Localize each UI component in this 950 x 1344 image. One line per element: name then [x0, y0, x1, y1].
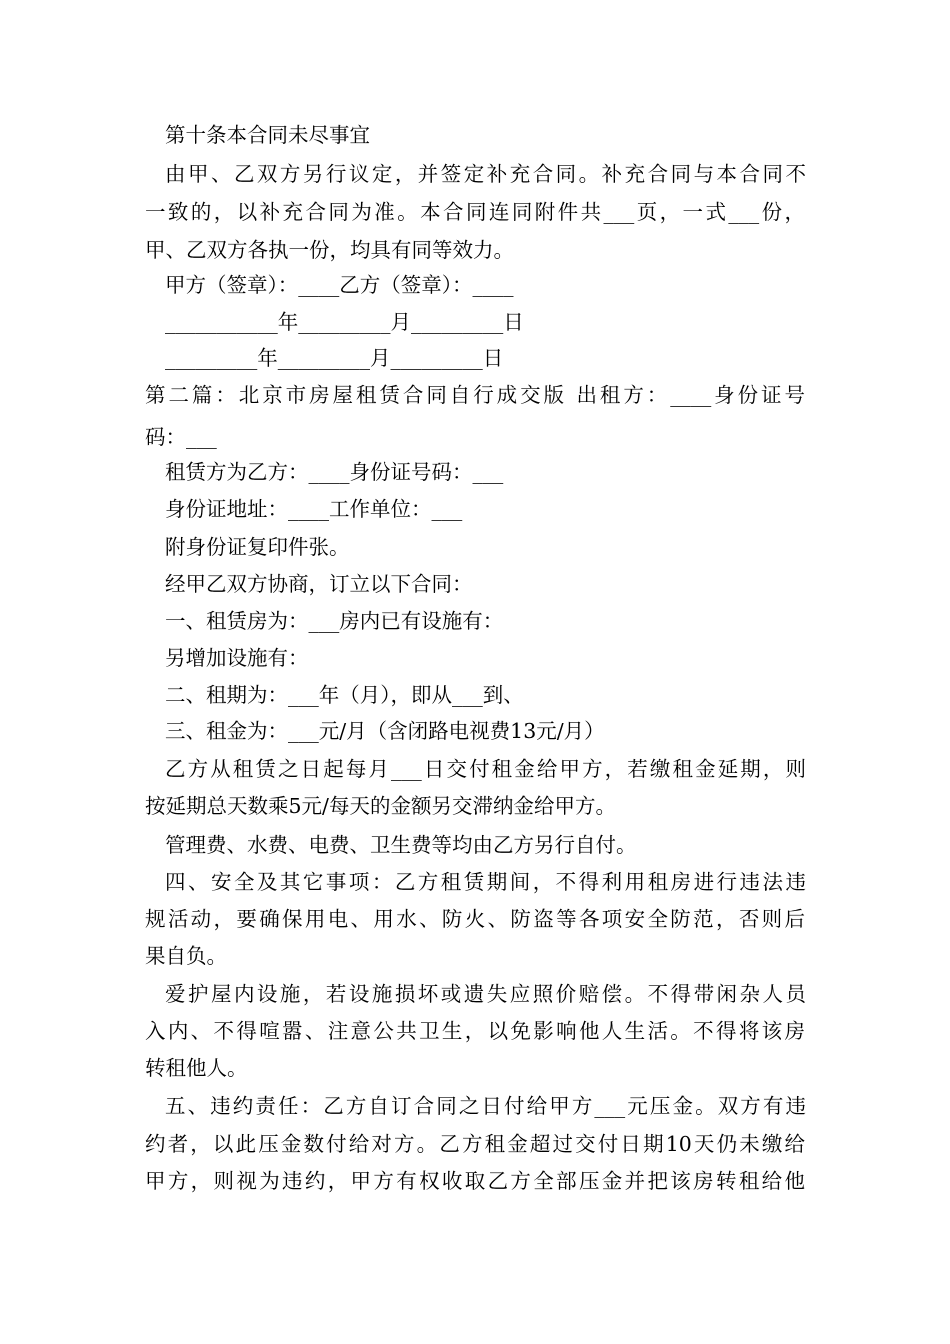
paragraph-line: 按延期总天数乘5元/每天的金额另交滞纳金给甲方。: [145, 794, 616, 818]
paragraph-line: 甲方，则视为违约，甲方有权收取乙方全部压金并把该房转租给他: [145, 1169, 805, 1193]
clause-one: 一、租赁房为：___房内已有设施有：: [165, 609, 504, 633]
paragraph-line: 约者，以此压金数付给对方。乙方租金超过交付日期10天仍未缴给: [145, 1132, 805, 1156]
paragraph-line: 一致的，以补充合同为准。本合同连同附件共___页，一式___份，: [145, 200, 805, 224]
tenant-line: 租赁方为乙方：____身份证号码：___: [165, 460, 504, 484]
paragraph-line: 爱护屋内设施，若设施损坏或遗失应照价赔偿。不得带闲杂人员: [165, 982, 806, 1006]
paragraph-line: 转租他人。: [145, 1056, 248, 1080]
paragraph-line: 规活动，要确保用电、用水、防火、防盗等各项安全防范，否则后: [145, 907, 805, 931]
article-ten-heading: 第十条本合同未尽事宜: [165, 123, 370, 147]
paragraph-line: 经甲乙双方协商，订立以下合同：: [165, 572, 473, 596]
paragraph-line: 入内、不得喧嚣、注意公共卫生，以免影响他人生活。不得将该房: [145, 1019, 805, 1043]
clause-three: 三、租金为：___元/月（含闭路电视费13元/月）: [165, 719, 605, 743]
paragraph-line: 果自负。: [145, 944, 227, 968]
paragraph-line: 甲、乙双方各执一份，均具有同等效力。: [145, 238, 514, 262]
clause-two: 二、租期为：___年（月），即从___到、: [165, 683, 524, 707]
address-line: 身份证地址：____工作单位：___: [165, 497, 463, 521]
paragraph-line: 乙方从租赁之日起每月___日交付租金给甲方，若缴租金延期，则: [165, 757, 806, 781]
clause-four: 四、安全及其它事项：乙方租赁期间，不得利用租房进行违法违: [165, 870, 806, 894]
part-two-heading: 第二篇：北京市房屋租赁合同自行成交版 出租方：____身份证号: [145, 383, 805, 407]
date-line: ___________年_________月_________日: [165, 310, 524, 334]
paragraph-line: 码：___: [145, 425, 217, 449]
paragraph-line: 管理费、水费、电费、卫生费等均由乙方另行自付。: [165, 833, 637, 857]
date-line: _________年_________月_________日: [165, 346, 504, 370]
paragraph-line: 附身份证复印件张。: [165, 535, 350, 559]
paragraph-line: 另增加设施有：: [165, 646, 309, 670]
paragraph-line: 由甲、乙双方另行议定，并签定补充合同。补充合同与本合同不: [165, 162, 806, 186]
clause-five: 五、违约责任：乙方自订合同之日付给甲方___元压金。双方有违: [165, 1094, 806, 1118]
signature-line: 甲方（签章）：____乙方（签章）：____: [165, 273, 514, 297]
